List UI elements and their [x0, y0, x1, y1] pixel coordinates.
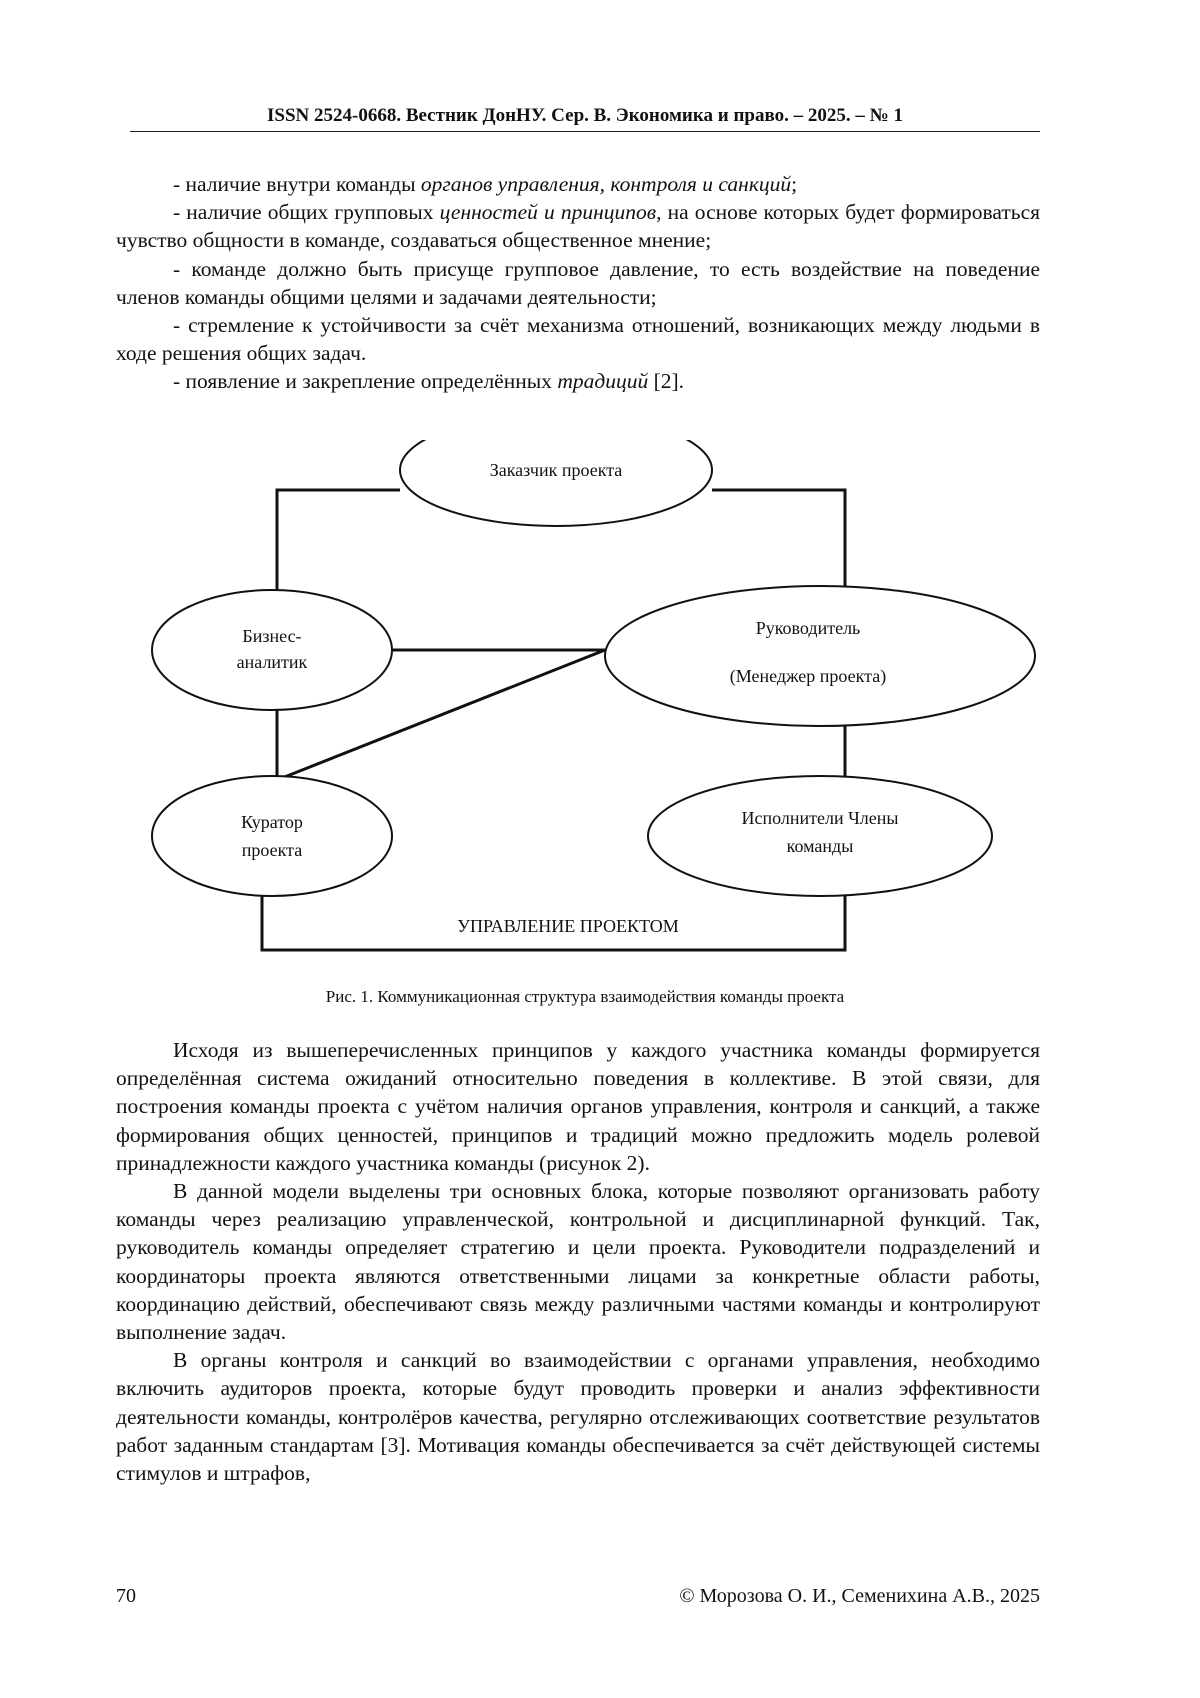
- label-executors-1: Исполнители Члены: [741, 808, 899, 828]
- node-customer: [400, 440, 712, 526]
- page-number: 70: [116, 1585, 136, 1607]
- paragraph: Исходя из вышеперечисленных принципов у каждого участника команды формируется определённая система ожиданий относительно поведения в коллективе. В этой связи, для построения команды проекта с учётом наличия органов управления, контроля и санкций, а также формирования общих ценностей, принципов и традиций можно предложить модель ролевой принадлежности каждого участника команды (рисунок 2).: [116, 1038, 1040, 1175]
- label-analyst-1: Бизнес-: [242, 626, 302, 646]
- journal-header: ISSN 2524-0668. Вестник ДонНУ. Сер. В. Экономика и право. – 2025. – № 1: [267, 105, 903, 126]
- list-item: - появление и закрепление определённых традиций [2].: [173, 369, 685, 394]
- list-item: - наличие общих групповых ценностей и принципов, на основе которых будет формироваться чувство общности в команде, создаваться общественное мнение;: [116, 200, 1041, 253]
- connector-customer-analyst: [277, 490, 400, 606]
- figure-caption: Рис. 1. Коммуникационная структура взаимодействия команды проекта: [325, 987, 845, 1006]
- label-analyst-2: аналитик: [236, 652, 308, 672]
- list-item: - стремление к устойчивости за счёт механизма отношений, возникающих между людьми в ходе решения общих задач.: [116, 313, 1040, 366]
- paragraph: В органы контроля и санкций во взаимодействии с органами управления, необходимо включить аудиторов проекта, которые будут проводить проверки и анализ эффективности деятельности команды, контролёров качества, регулярно отслеживающих соответствие результатов работ заданным стандартам [3]. Мотивация команды обеспечивается за счёт действующей системы стимулов и штрафов,: [116, 1348, 1040, 1486]
- label-curator-1: Куратор: [241, 812, 303, 832]
- label-manager-1: Руководитель: [755, 618, 861, 638]
- principles-list: [116, 170, 1040, 396]
- communication-diagram: [0, 440, 1200, 980]
- node-manager: [605, 586, 1035, 726]
- label-curator-2: проекта: [241, 840, 303, 860]
- copyright: © Морозова О. И., Семенихина А.В., 2025: [679, 1585, 1040, 1607]
- list-item: - наличие внутри команды органов управления, контроля и санкций;: [173, 172, 798, 196]
- paragraph: В данной модели выделены три основных блока, которые позволяют организовать работу команды через реализацию управленческой, контрольной и дисциплинарной функций. Так, руководитель команды определяет стратегию и цели проекта. Руководители подразделений и координаторы проекта являются ответственными лицами за конкретные области работы, координацию действий, обеспечивают связь между различными частями команды и контролируют выполнение задач.: [116, 1179, 1040, 1345]
- label-frame: УПРАВЛЕНИЕ ПРОЕКТОМ: [457, 916, 679, 936]
- header-rule: [130, 131, 1040, 132]
- label-executors-2: команды: [786, 836, 854, 856]
- list-item: - команде должно быть присуще групповое давление, то есть воздействие на поведение членов команды общими целями и задачами деятельности;: [116, 256, 1040, 309]
- node-business-analyst: [152, 590, 392, 710]
- body-text: [116, 1036, 1040, 1487]
- label-customer: Заказчик проекта: [489, 460, 623, 480]
- label-manager-2: (Менеджер проекта): [729, 666, 887, 686]
- connector-customer-manager: [712, 490, 845, 588]
- node-curator: [152, 776, 392, 896]
